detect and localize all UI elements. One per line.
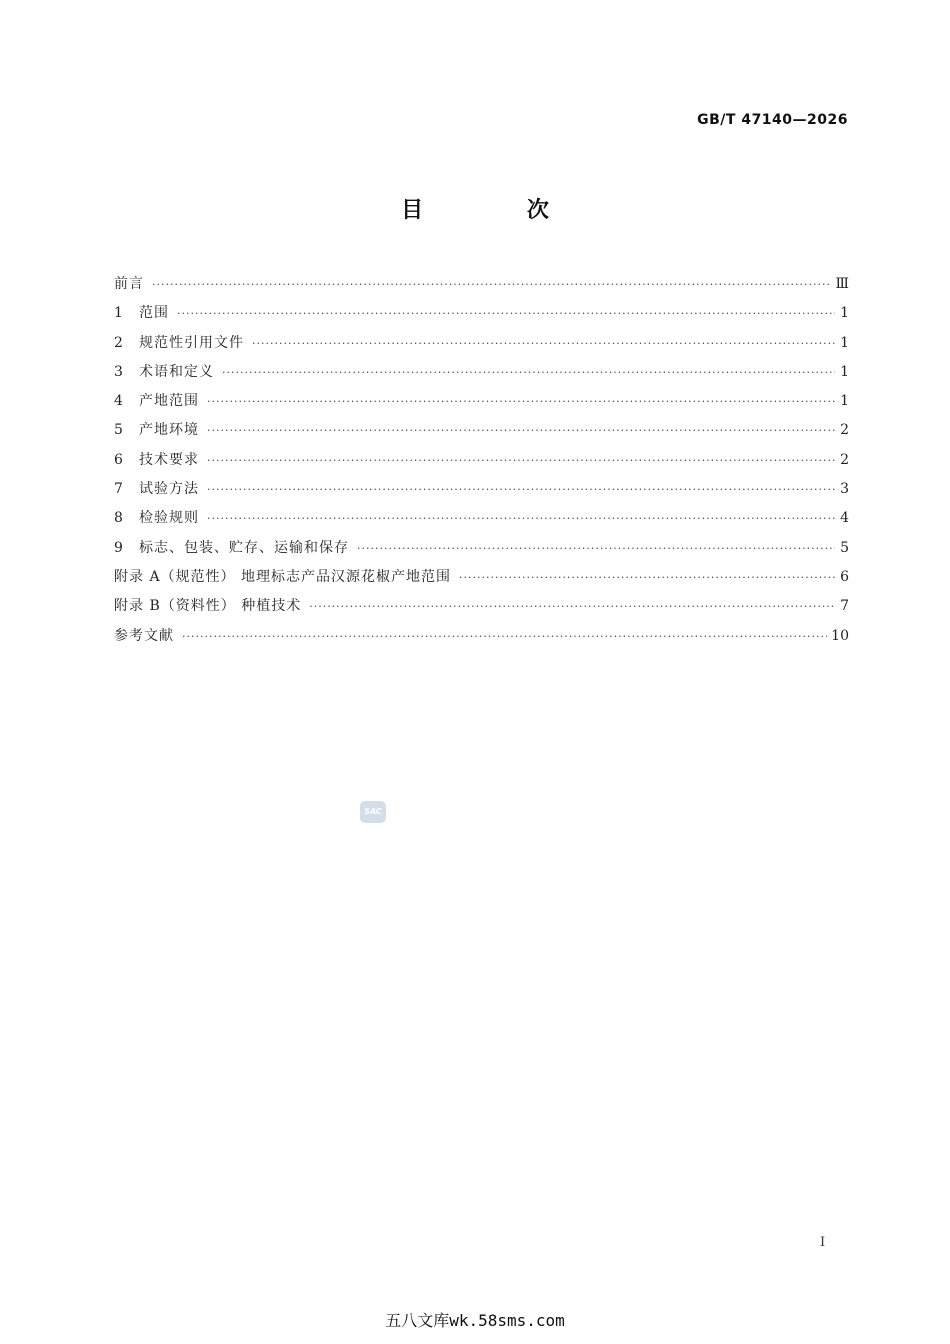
toc-entry-label: 标志、包装、贮存、运输和保存 [139,539,349,556]
toc-entry-technical-requirements[interactable] [114,446,849,475]
toc-entry-label: 产地环境 [139,422,199,439]
toc-entry-label: 前言 [114,276,144,292]
standard-number: GB/T 47140—2026 [697,112,848,128]
toc-entry-page: 1 [840,393,849,410]
toc-entry-page: 2 [840,422,849,439]
toc-entry-page: 3 [840,481,849,498]
toc-entry-page: 6 [840,568,849,585]
table-of-contents [114,270,849,651]
toc-entry-test-methods[interactable] [114,475,849,504]
toc-entry-production-area[interactable] [114,387,849,416]
toc-leader-dots [152,270,831,299]
toc-entry-appendix-a[interactable] [114,563,849,592]
page-title: 目 次 [401,198,597,223]
toc-entry-terms-definitions[interactable] [114,358,849,387]
toc-entry-label: 检验规则 [139,510,199,527]
toc-entry-page: 10 [831,627,849,644]
toc-leader-dots [207,504,835,533]
toc-entry-references[interactable] [114,622,849,651]
toc-entry-page: 4 [840,510,849,527]
toc-entry-number: 2 [114,334,123,351]
toc-entry-label: 附录 A（规范性） 地理标志产品汉源花椒产地范围 [114,568,452,585]
toc-entry-label: 技术要求 [139,451,199,468]
toc-entry-number: 7 [114,481,123,498]
toc-leader-dots [222,358,835,387]
toc-entry-inspection-rules[interactable] [114,504,849,533]
toc-entry-number: 4 [114,393,123,410]
toc-leader-dots [182,622,827,651]
toc-entry-number: 3 [114,363,123,380]
toc-entry-scope[interactable] [114,299,849,328]
toc-entry-label: 范围 [139,305,169,322]
toc-entry-marking-packaging[interactable] [114,534,849,563]
toc-entry-page: 1 [840,363,849,380]
toc-entry-page: 1 [840,305,849,322]
toc-entry-number: 9 [114,539,123,556]
toc-leader-dots [252,329,835,358]
toc-entry-number: 1 [114,305,123,322]
toc-leader-dots [309,592,835,621]
toc-entry-label: 附录 B（资料性） 种植技术 [114,598,302,615]
toc-entry-number: 8 [114,510,123,527]
toc-entry-appendix-b[interactable] [114,592,849,621]
toc-entry-foreword[interactable] [114,270,849,299]
toc-entry-page: 2 [840,451,849,468]
toc-leader-dots [207,387,835,416]
footer-watermark: 五八文库wk.58sms.com [385,1311,565,1330]
toc-entry-number: 5 [114,422,123,439]
toc-entry-label: 试验方法 [139,481,199,498]
toc-entry-normative-references[interactable] [114,329,849,358]
toc-leader-dots [357,534,835,563]
toc-entry-page: Ⅲ [835,276,849,292]
toc-leader-dots [177,299,835,328]
toc-leader-dots [459,563,835,592]
toc-entry-page: 1 [840,334,849,351]
page-number: I [820,1235,826,1250]
toc-entry-label: 术语和定义 [139,363,214,380]
sac-logo-icon: SAC [360,801,386,823]
toc-entry-label: 规范性引用文件 [139,334,244,351]
toc-entry-page: 7 [840,598,849,615]
toc-entry-page: 5 [840,539,849,556]
toc-entry-number: 6 [114,451,123,468]
toc-entry-label: 参考文献 [114,627,174,644]
toc-entry-label: 产地范围 [139,393,199,410]
toc-leader-dots [207,475,835,504]
toc-leader-dots [207,446,835,475]
toc-entry-production-environment[interactable] [114,416,849,445]
toc-leader-dots [207,416,835,445]
